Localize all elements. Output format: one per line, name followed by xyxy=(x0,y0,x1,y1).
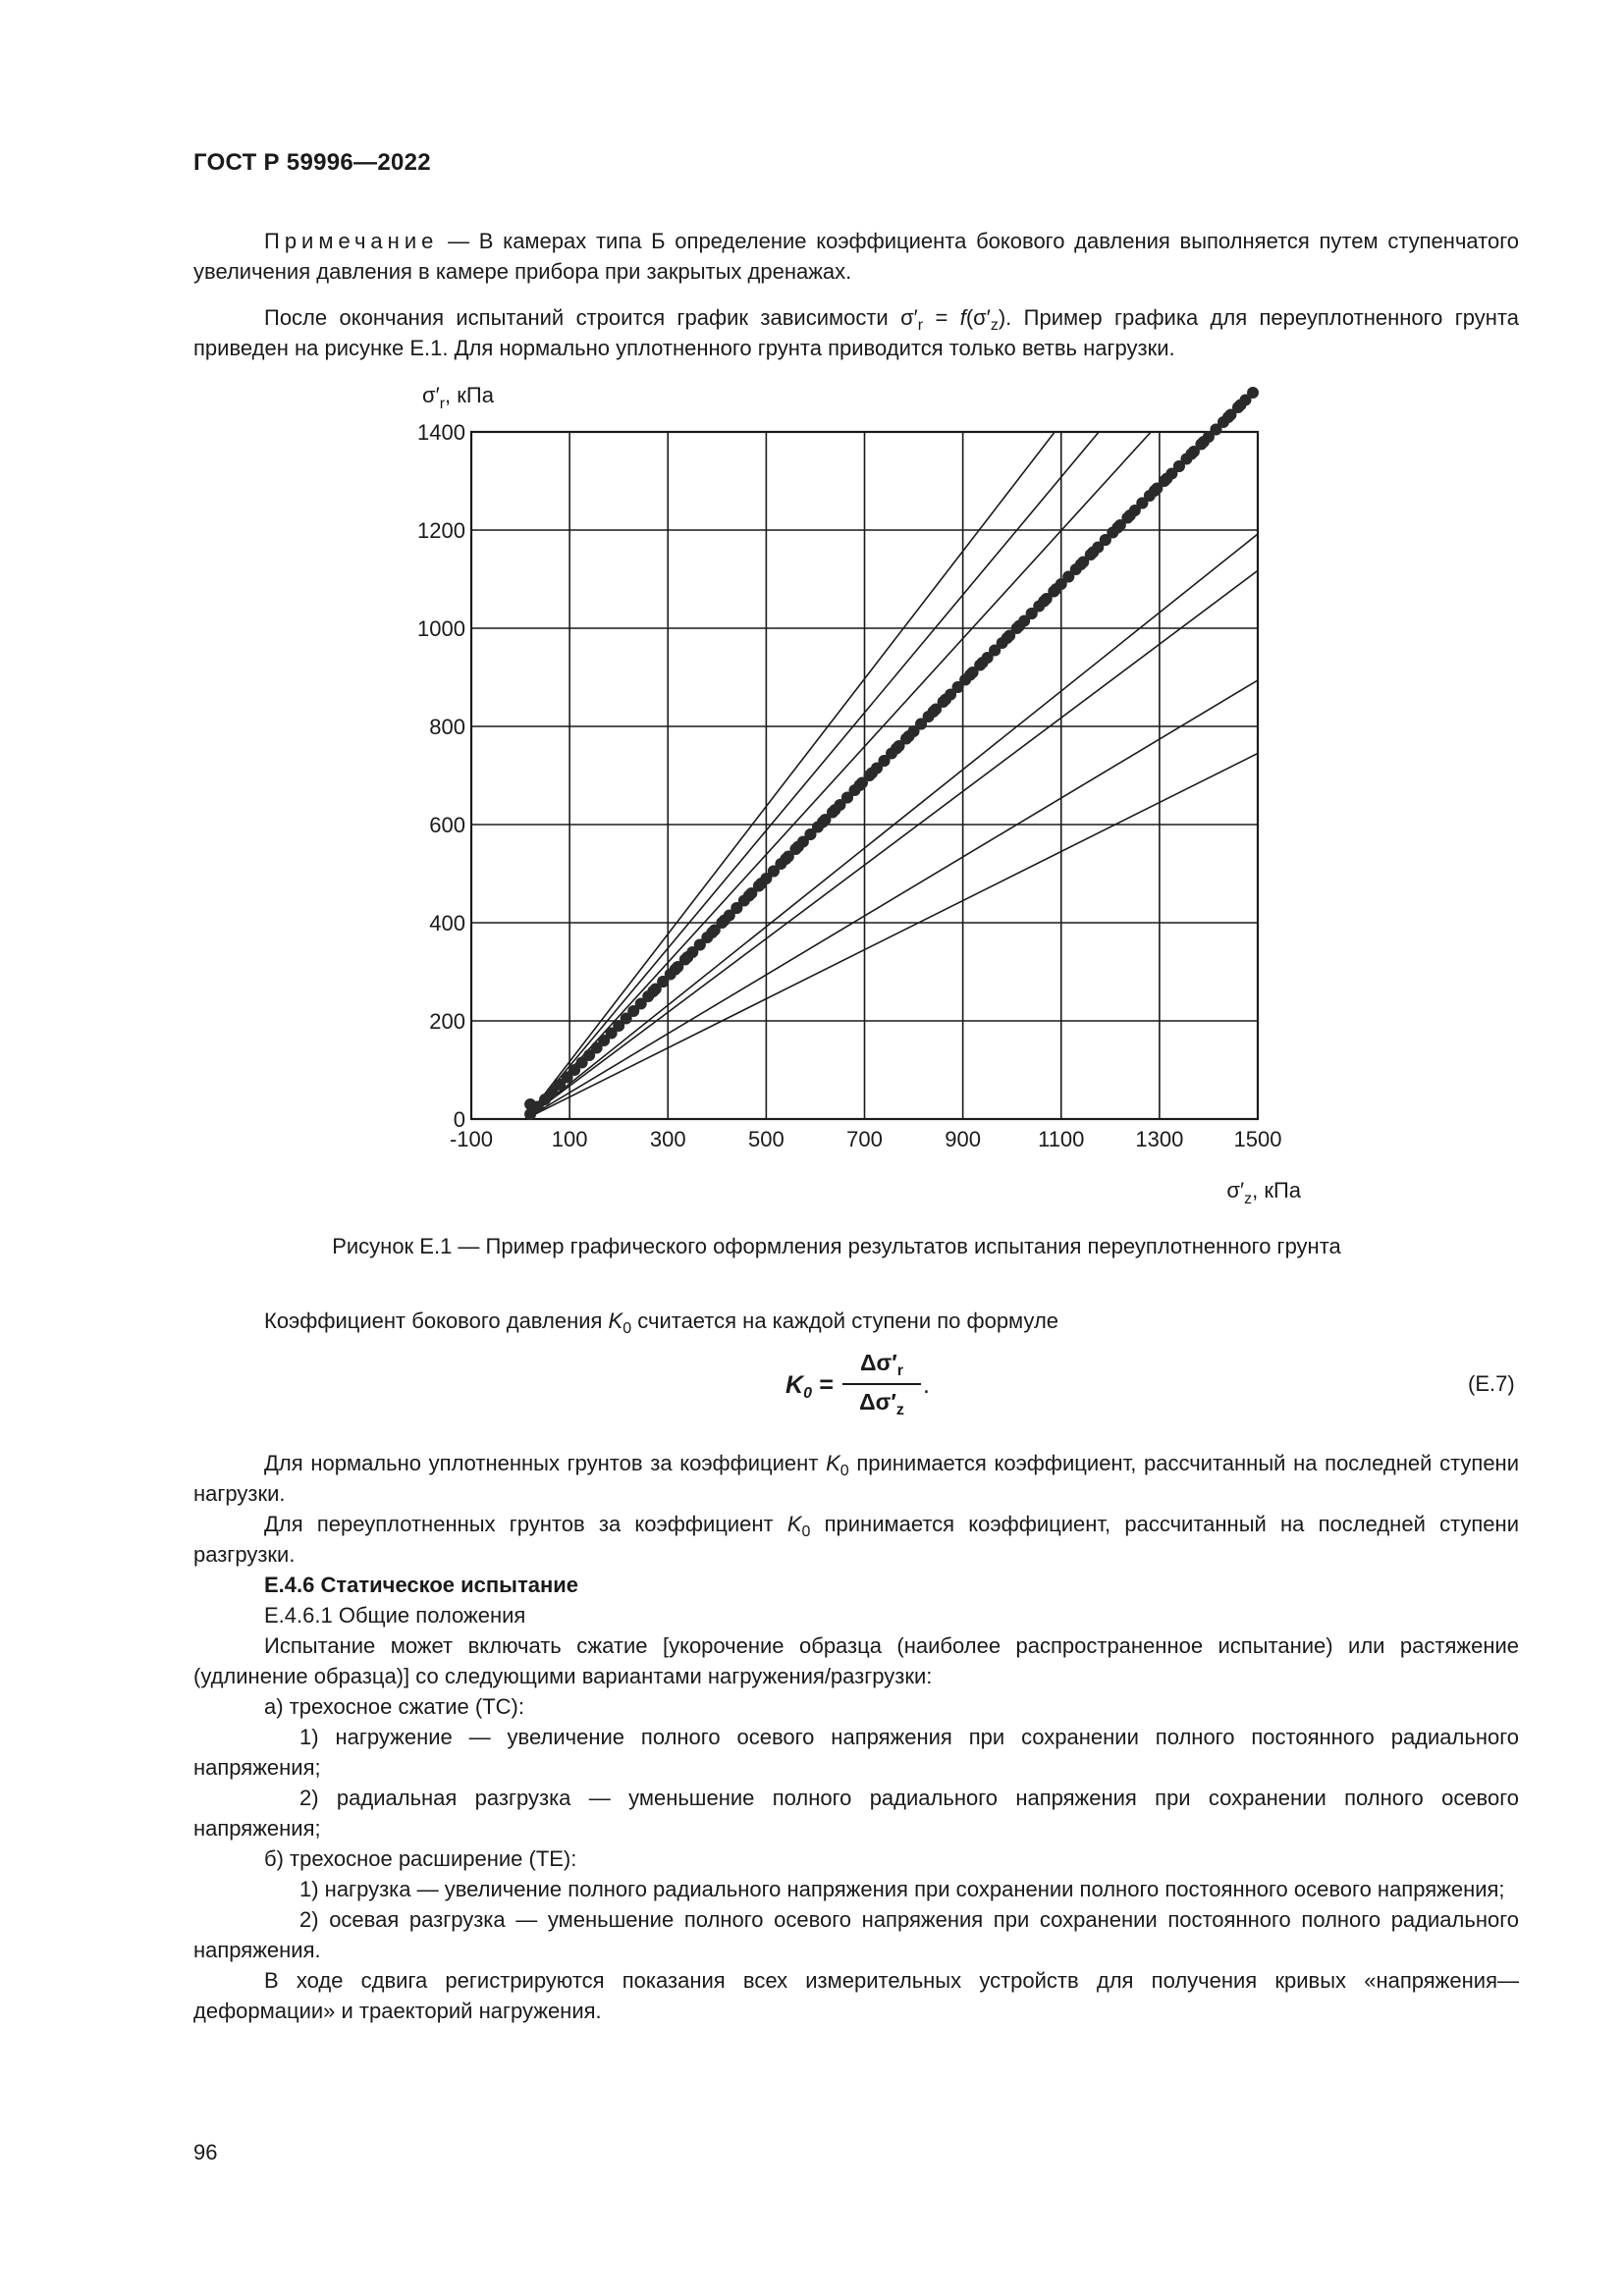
paragraph-overconsolidated xyxy=(193,1509,1519,1570)
p2-text-b: принимается коэффициент, рассчитанный на последней ступени разгрузки. xyxy=(193,1512,1519,1567)
data-point xyxy=(694,939,706,951)
data-point xyxy=(1222,411,1234,423)
fraction-bar xyxy=(842,1383,921,1385)
formula-numerator xyxy=(842,1350,921,1381)
data-point xyxy=(841,792,853,804)
data-point xyxy=(1173,460,1185,472)
formula-num-sub: r xyxy=(896,1362,903,1379)
formula-num-text: Δσ′ xyxy=(859,1350,897,1375)
document-header: ГОСТ Р 59996—2022 xyxy=(193,149,431,176)
data-point xyxy=(853,779,865,791)
data-point xyxy=(681,951,693,963)
x-tick-label: 500 xyxy=(748,1127,785,1151)
data-point xyxy=(1234,400,1246,411)
data-point xyxy=(928,706,940,718)
formula-lhs xyxy=(785,1371,834,1400)
data-point xyxy=(1013,620,1025,632)
data-point xyxy=(1001,632,1013,644)
data-point xyxy=(780,853,791,865)
data-point xyxy=(1136,498,1148,509)
graph-intro-paragraph xyxy=(193,302,1519,363)
x-tick-label: 1300 xyxy=(1135,1127,1184,1151)
data-point xyxy=(647,986,659,997)
data-point xyxy=(743,890,755,902)
y-tick-label: 1000 xyxy=(417,616,465,641)
ko-chart xyxy=(373,378,1316,1222)
formula-lhs-k: K xyxy=(785,1371,804,1399)
data-point xyxy=(940,694,951,706)
x-tick-label: 100 xyxy=(551,1127,588,1151)
section-title: Е.4.6 Статическое испытание xyxy=(264,1573,579,1597)
data-point xyxy=(1247,387,1259,399)
x-axis-label-sub: z xyxy=(1244,1191,1253,1207)
data-point xyxy=(952,681,964,693)
data-point xyxy=(1026,608,1038,619)
formula-den-sub: z xyxy=(895,1402,904,1418)
note-paragraph xyxy=(193,226,1519,287)
list-item-a1: 1) нагружение — увеличение полного осевого напряжения при сохранении полного постоянного радиального напряжения; xyxy=(193,1725,1519,1780)
p1-text-b: принимается коэффициент, рассчитанный на последней ступени нагрузки. xyxy=(193,1451,1519,1506)
x-tick-label: 900 xyxy=(945,1127,981,1151)
data-point xyxy=(1198,436,1210,448)
p1-text-a: Для нормально уплотненных грунтов за коэффициент xyxy=(264,1451,827,1475)
list-item-b2: 2) осевая разгрузка — уменьшение полного осевого напряжения при сохранении постоянного полного радиального напряжения. xyxy=(193,1907,1519,1962)
formula-intro xyxy=(193,1306,1519,1336)
x-axis-label-unit: , кПа xyxy=(1252,1178,1301,1202)
list-item-a2: 2) радиальная разгрузка — уменьшение полного радиального напряжения при сохранении полного осевого напряжения; xyxy=(193,1786,1519,1841)
p2-text-a: Для переуплотненных грунтов за коэффициент xyxy=(264,1512,787,1536)
y-axis-label xyxy=(422,383,495,412)
reference-line xyxy=(525,754,1258,1120)
data-point xyxy=(1087,547,1099,559)
formula-fraction xyxy=(842,1350,921,1420)
p2-sub: 0 xyxy=(801,1523,811,1540)
p1-k: K xyxy=(826,1451,840,1475)
data-point xyxy=(792,841,804,853)
data-point xyxy=(731,902,742,914)
data-point xyxy=(964,669,976,681)
data-point xyxy=(817,817,829,828)
subsection-title: Е.4.6.1 Общие положения xyxy=(264,1603,526,1628)
y-tick-label: 800 xyxy=(429,715,465,739)
reference-line xyxy=(525,534,1258,1119)
data-point xyxy=(1051,583,1062,595)
formula-number: (Е.7) xyxy=(1468,1371,1515,1396)
x-tick-label: 1500 xyxy=(1233,1127,1282,1151)
data-point xyxy=(1210,424,1221,436)
y-tick-label: 0 xyxy=(453,1107,465,1132)
graph-intro-sub-z: z xyxy=(990,317,999,334)
data-point xyxy=(1124,509,1136,521)
formula-intro-text-b: считается на каждой ступени по формуле xyxy=(631,1308,1059,1333)
data-point xyxy=(1038,596,1050,608)
formula-intro-k: K xyxy=(608,1308,623,1333)
data-point xyxy=(804,828,816,840)
data-point xyxy=(903,730,915,742)
data-point xyxy=(1062,571,1074,583)
body-text xyxy=(193,1448,1519,2026)
x-tick-label: 700 xyxy=(846,1127,883,1151)
y-tick-label: 1200 xyxy=(417,518,465,543)
y-tick-label: 400 xyxy=(429,911,465,935)
paragraph-normal-consolidated xyxy=(193,1448,1519,1509)
y-tick-label: 200 xyxy=(429,1009,465,1034)
data-point xyxy=(1185,449,1197,460)
paragraph-test-variants: Испытание может включать сжатие [укорочение образца (наиболее распространенное испытание) или растяжение (удлинение образца)] со следующими вариантами нагружения/разгрузки: xyxy=(193,1633,1519,1688)
data-point xyxy=(977,657,989,668)
paragraph-shear-recording: В ходе сдвига регистрируются показания всех измерительных устройств для получения кривых «напряжения—деформации» и траекторий нагружения. xyxy=(193,1968,1519,2023)
data-point xyxy=(1161,473,1172,485)
x-tick-label: 300 xyxy=(649,1127,686,1151)
graph-intro-sub-r: r xyxy=(917,317,924,334)
y-axis-label-unit: , кПа xyxy=(445,383,494,407)
formula-lhs-sub: 0 xyxy=(803,1385,812,1402)
data-point xyxy=(657,976,669,988)
y-tick-label: 1400 xyxy=(417,420,465,445)
data-point xyxy=(1149,485,1161,497)
y-axis-label-sub: r xyxy=(439,396,446,412)
data-point xyxy=(989,645,1001,657)
data-point xyxy=(866,768,878,779)
p2-k: K xyxy=(786,1512,802,1536)
data-point xyxy=(1100,534,1111,546)
data-point xyxy=(915,719,927,730)
graph-intro-text-d: ). Пример графика для переуплотненного грунта приведен на рисунке Е.1. Для нормально уплотненного грунта приводится только ветвь нагрузки. xyxy=(193,305,1520,360)
data-point xyxy=(706,927,718,938)
x-tick-label: 1100 xyxy=(1038,1127,1085,1151)
formula-denominator xyxy=(842,1389,921,1420)
graph-intro-text-a: После окончания испытаний строится график зависимости σ′ xyxy=(264,305,918,330)
list-item-b: б) трехосное расширение (ТЕ): xyxy=(264,1846,577,1871)
formula-e7 xyxy=(785,1350,943,1428)
page-number: 96 xyxy=(193,2140,218,2164)
data-point xyxy=(1075,559,1087,570)
data-point xyxy=(1111,522,1123,534)
graph-intro-f: f xyxy=(959,305,966,330)
formula-dot: . xyxy=(923,1371,930,1399)
x-axis-label xyxy=(1226,1178,1301,1207)
note-label: Примечание xyxy=(264,229,439,253)
formula-equals: = xyxy=(811,1371,834,1399)
formula-intro-sub: 0 xyxy=(623,1320,632,1337)
reference-line xyxy=(525,570,1258,1119)
p1-sub: 0 xyxy=(839,1463,849,1479)
data-point xyxy=(524,1098,536,1110)
data-point xyxy=(670,964,681,976)
data-point xyxy=(719,915,731,927)
data-point xyxy=(891,743,902,755)
note-text: — В камерах типа Б определение коэффициента бокового давления выполняется путем ступенчатого увеличения давления в камере прибора при закрытых дренажах. xyxy=(193,229,1519,284)
graph-intro-text-b: = xyxy=(923,305,960,330)
data-point xyxy=(768,866,780,878)
figure-caption: Рисунок Е.1 — Пример графического оформления результатов испытания переуплотненного грунта xyxy=(332,1234,1341,1258)
graph-intro-text-c: (σ′ xyxy=(965,305,991,330)
x-tick-label: -100 xyxy=(449,1127,494,1151)
list-item-a: а) трехосное сжатие (ТС): xyxy=(264,1694,524,1719)
data-point xyxy=(879,755,891,767)
formula-den-text: Δσ′ xyxy=(859,1389,896,1415)
formula-intro-text-a: Коэффициент бокового давления xyxy=(264,1308,609,1333)
x-axis-label-main: σ′ xyxy=(1226,1178,1245,1202)
y-tick-label: 600 xyxy=(429,813,465,837)
data-point xyxy=(755,878,767,889)
y-axis-label-main: σ′ xyxy=(422,383,440,407)
list-item-b1: 1) нагрузка — увеличение полного радиального напряжения при сохранении полного постоянного осевого напряжения; xyxy=(299,1877,1505,1901)
data-point xyxy=(829,804,840,816)
